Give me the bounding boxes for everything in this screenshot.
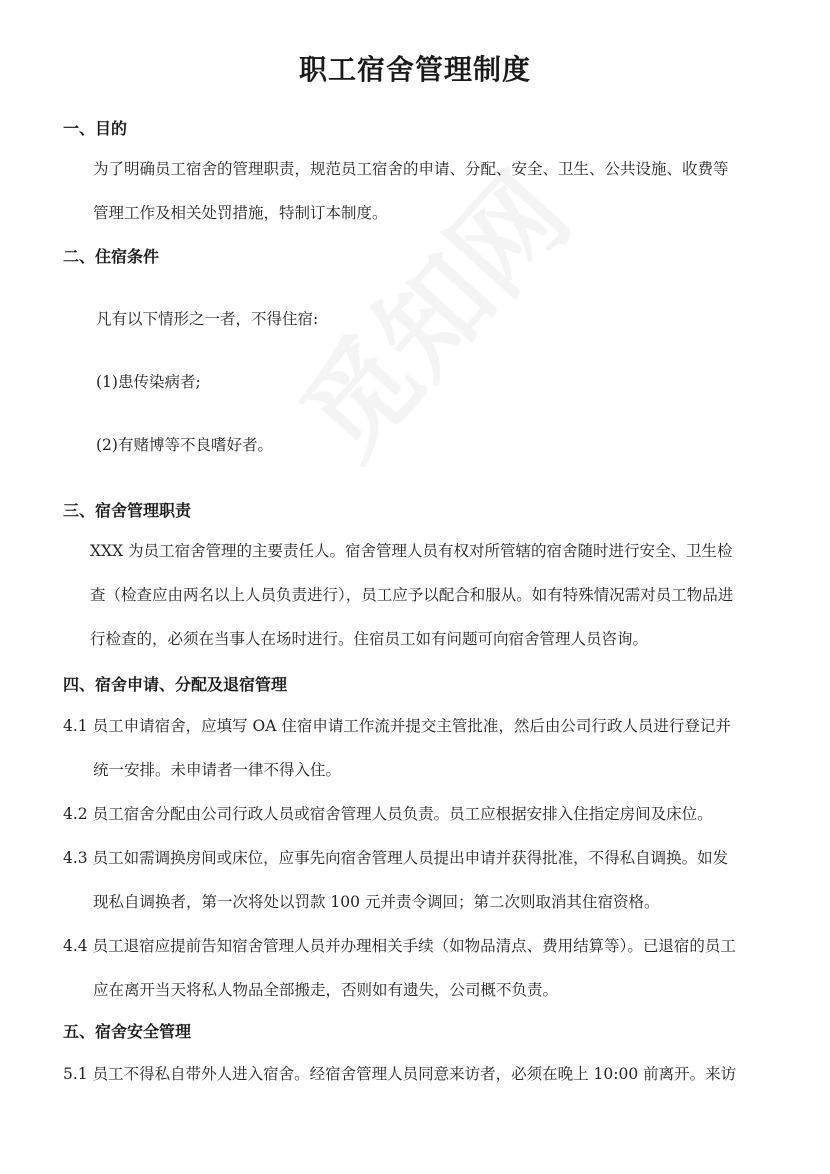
- section-heading-conditions: 二、住宿条件: [63, 247, 160, 266]
- clause-line: 5.1 员工不得私自带外人进入宿舍。经宿舍管理人员同意来访者，必须在晚上 10:00 前离开。来访: [63, 1065, 737, 1083]
- section-heading-purpose: 一、目的: [63, 119, 128, 138]
- section-heading-responsibility: 三、宿舍管理职责: [63, 501, 192, 520]
- clause-line: 应在离开当天将私人物品全部搬走，否则如有遗失，公司概不负责。: [93, 981, 559, 999]
- paragraph-line: 为了明确员工宿舍的管理职责，规范员工宿舍的申请、分配、安全、卫生、公共设施、收费等: [93, 160, 729, 178]
- paragraph-line: 查（检查应由两名以上人员负责进行），员工应予以配合和服从。如有特殊情况需对员工物品进: [90, 586, 734, 604]
- clause-line: 4.2 员工宿舍分配由公司行政人员或宿舍管理人员负责。员工应根据安排入住指定房间及床位。: [63, 805, 713, 823]
- clause-line: 4.4 员工退宿应提前告知宿舍管理人员并办理相关手续（如物品清点、费用结算等）。已退宿的员工: [63, 937, 736, 955]
- section-heading-safety: 五、宿舍安全管理: [63, 1022, 192, 1041]
- paragraph-line: 凡有以下情形之一者，不得住宿:: [96, 310, 319, 328]
- clause-line: 4.3 员工如需调换房间或床位，应事先向宿舍管理人员提出申请并获得批准，不得私自调换。如发: [63, 849, 729, 867]
- section-heading-application: 四、宿舍申请、分配及退宿管理: [63, 675, 288, 694]
- clause-line: 现私自调换者，第一次将处以罚款 100 元并责令调回；第二次则取消其住宿资格。: [93, 893, 660, 911]
- paragraph-line: XXX 为员工宿舍管理的主要责任人。宿舍管理人员有权对所管辖的宿舍随时进行安全、卫生检: [90, 542, 733, 560]
- paragraph-line: 管理工作及相关处罚措施，特制订本制度。: [93, 204, 388, 222]
- document-title: 职工宿舍管理制度: [298, 53, 531, 86]
- clause-line: 统一安排。未申请者一律不得入住。: [93, 761, 342, 779]
- list-item: (2)有赌博等不良嗜好者。: [96, 436, 273, 454]
- clause-line: 4.1 员工申请宿舍，应填写 OA 住宿申请工作流并提交主管批准，然后由公司行政人员进行登记并: [63, 717, 731, 735]
- list-item: (1)患传染病者;: [96, 373, 201, 391]
- paragraph-line: 行检查的，必须在当事人在场时进行。住宿员工如有问题可向宿舍管理人员咨询。: [90, 630, 649, 648]
